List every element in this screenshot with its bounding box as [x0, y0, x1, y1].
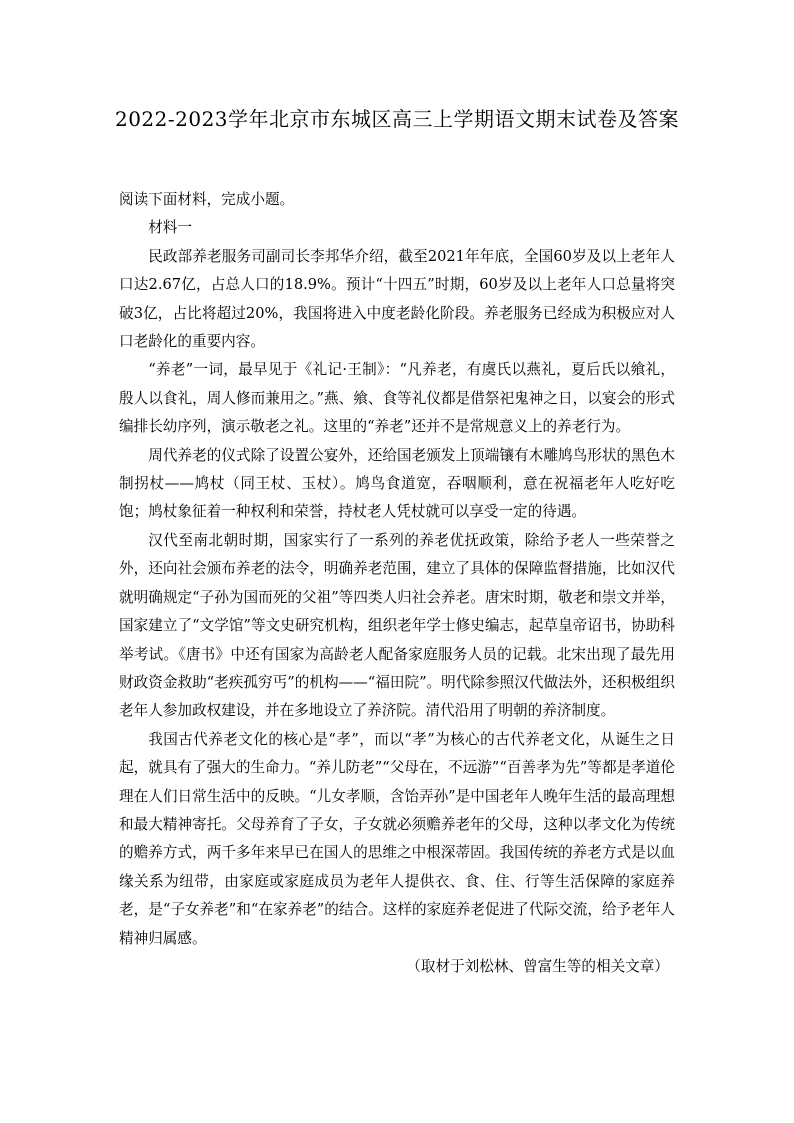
paragraph-4: 汉代至南北朝时期，国家实行了一系列的养老优抚政策，除给予老人一些荣誉之外，还向社会颁布养老的法令，明确养老范围，建立了具体的保障监督措施，比如汉代就明确规定“子孙为国而死的父祖”等四类人归社会养老。唐宋时期，敬老和崇文并举，国家建立了“文学馆”等文史研究机构，组织老年学士修史编志，起草皇帝诏书，协助科举考试。《唐书》中还有国家为高龄老人配备家庭服务人员的记载。北宋出现了最先用财政资金救助“老疾孤穷丐”的机构——“福田院”。明代除参照汉代做法外，还积极组织老年人参加政权建设，并在多地设立了养济院。清代沿用了明朝的养济制度。 [119, 531, 675, 720]
document-body [119, 186, 675, 981]
material-label: 材料一 [148, 219, 192, 237]
source-citation: （取材于刘松林、曾富生等的相关文章） [406, 957, 669, 975]
paragraph-3: 周代养老的仪式除了设置公宴外，还给国老颁发上顶端镶有木雕鸠鸟形状的黑色木制拐杖——鸠杖（同王杖、玉杖）。鸠鸟食道宽，吞咽顺利，意在祝福老年人吃好吃饱；鸠杖象征着一种权利和荣誉，持杖老人凭杖就可以享受一定的待遇。 [119, 446, 675, 521]
instruction-text: 阅读下面材料，完成小题。 [119, 191, 295, 208]
page-title: 2022-2023学年北京市东城区高三上学期语文期末试卷及答案 [114, 107, 680, 131]
paragraph-1: 民政部养老服务司副司长李邦华介绍，截至2021年年底，全国60岁及以上老年人口达2.67亿，占总人口的18.9%。预计“十四五”时期，60岁及以上老年人口总量将突破3亿，占比将超过20%，我国将进入中度老龄化阶段。养老服务已经成为积极应对人口老龄化的重要内容。 [119, 247, 675, 351]
paragraph-2: “养老”一词，最早见于《礼记·王制》：“凡养老，有虞氏以燕礼，夏后氏以飨礼，殷人以食礼，周人修而兼用之。”燕、飨、食等礼仪都是借祭祀鬼神之日，以宴会的形式编排长幼序列，演示敬老之礼。这里的“养老”还并不是常规意义上的养老行为。 [119, 361, 675, 436]
paragraph-5: 我国古代养老文化的核心是“孝”，而以“孝”为核心的古代养老文化，从诞生之日起，就具有了强大的生命力。“养儿防老”“父母在，不远游”“百善孝为先”等都是孝道伦理在人们日常生活中的反映。“儿女孝顺，含饴弄孙”是中国老年人晚年生活的最高理想和最大精神寄托。父母养育了子女，子女就必须赡养老年的父母，这种以孝文化为传统的赡养方式，两千多年来早已在国人的思维之中根深蒂固。我国传统的养老方式是以血缘关系为纽带，由家庭或家庭成员为老年人提供衣、食、住、行等生活保障的家庭养老，是“子女养老”和“在家养老”的结合。这样的家庭养老促进了代际交流，给予老年人精神归属感。 [119, 730, 675, 947]
